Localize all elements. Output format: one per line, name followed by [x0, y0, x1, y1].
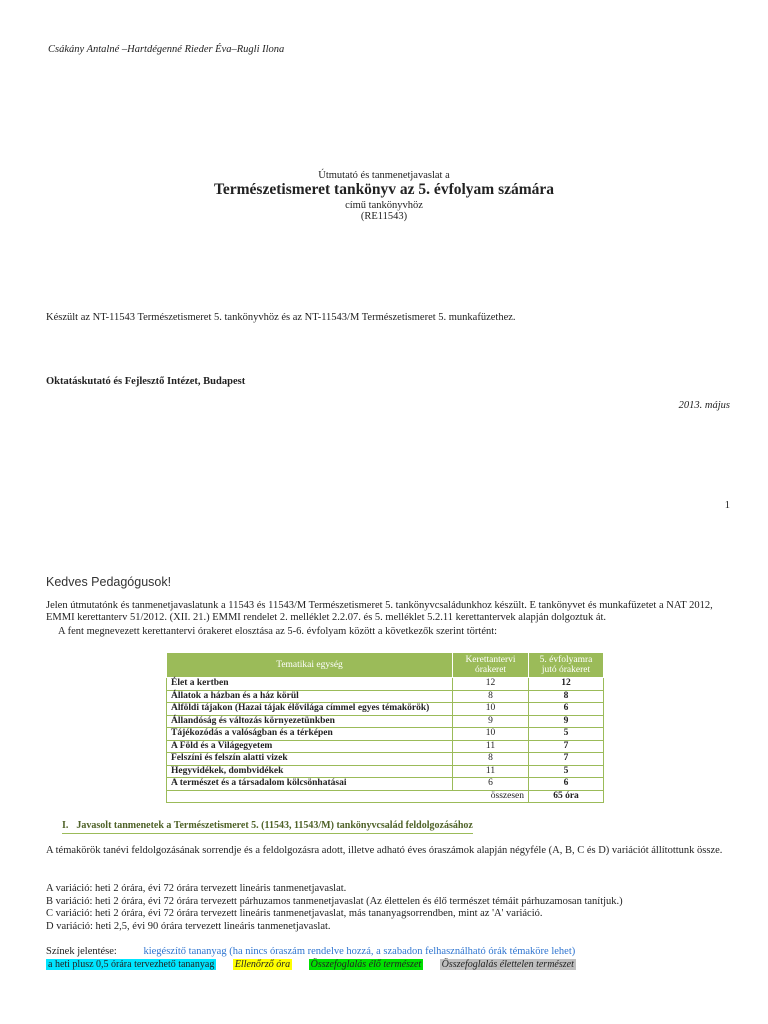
table-row	[167, 715, 604, 728]
header-topic: Tematikai egység	[167, 653, 453, 678]
page-number: 1	[724, 500, 730, 511]
topic-cell: A természet és a társadalom kölcsönhatásai	[167, 778, 453, 791]
made-for-statement: Készült az NT-11543 Természetismeret 5. tankönyvhöz és az NT-11543/M Természetismeret 5. munkafüzethez.	[46, 312, 516, 323]
grade5-hours-cell: 9	[529, 715, 604, 728]
legend-check: Ellenőrző óra	[234, 959, 291, 970]
topic-cell: Állatok a házban és a ház körül	[167, 690, 453, 703]
table-row	[167, 753, 604, 766]
intro-paragraph: Jelen útmutatónk és tanmenetjavaslatunk a 11543 és 11543/M Természetismeret 5. tankönyvcsaládunkhoz készült. E tankönyvet és munkafüzetet a NAT 2012, EMMI kerettanterv 51/2012. (XII. 21.) EMMI rendelet 2. melléklet 2.2.07. és 5. melléklet 5.2.11 kerettantervek alapján dolgoztuk át.	[46, 600, 713, 623]
topic-cell: A Föld és a Világegyetem	[167, 740, 453, 753]
table-row	[167, 690, 604, 703]
authors-line: Csákány Antalné –Hartdégenné Rieder Éva–Rugli Ilona	[48, 44, 285, 55]
topic-cell: Felszíni és felszín alatti vizek	[167, 753, 453, 766]
table-header-row	[167, 653, 604, 678]
document-code: (RE11543)	[360, 211, 408, 222]
greeting: Kedves Pedagógusok!	[46, 575, 172, 589]
framework-hours-cell: 10	[453, 728, 529, 741]
subtitle-guide: Útmutató és tanmenetjavaslat a	[318, 170, 450, 181]
grade5-hours-cell: 7	[529, 753, 604, 766]
document-title: Természetismeret tankönyv az 5. évfolyam számára	[213, 181, 555, 198]
grade5-hours-cell: 6	[529, 778, 604, 791]
grade5-hours-cell: 12	[529, 678, 604, 691]
table-row	[167, 778, 604, 791]
table-row	[167, 740, 604, 753]
variant-b: B variáció: heti 2 órára, évi 72 órára tervezett párhuzamos tanmenetjavaslat (Az élettelen és élő természet témáit párhuzamosan tanítjuk.)	[46, 895, 623, 907]
table-row	[167, 703, 604, 716]
framework-hours-cell: 10	[453, 703, 529, 716]
legend-summary-nonliving: Összefoglalás élettelen természet	[441, 959, 574, 970]
distribution-paragraph: A fent megnevezett kerettantervi órakeret elosztása az 5-6. évfolyam között a következők szerint történt:	[58, 626, 498, 637]
variant-c: C variáció: heti 2 órára, évi 72 órára tervezett lineáris tanmenetjavaslat, más tananyagsorrendben, mint az 'A' variáció.	[46, 908, 543, 919]
grade5-hours-cell: 6	[529, 703, 604, 716]
sum-value: 65 óra	[529, 790, 604, 803]
topic-cell: Élet a kertben	[167, 678, 453, 691]
subtitle-textbook: című tankönyvhöz	[345, 200, 423, 211]
section-heading	[62, 820, 473, 834]
sum-label: összesen	[167, 790, 529, 803]
grade5-hours-cell: 5	[529, 728, 604, 741]
grade5-hours-cell: 8	[529, 690, 604, 703]
variant-d: D variáció: heti 2,5, évi 90 órára tervezett lineáris tanmenetjavaslat.	[46, 920, 331, 932]
grade5-hours-cell: 7	[529, 740, 604, 753]
variants-intro-paragraph: A témakörök tanévi feldolgozásának sorrendje és a feldolgozásra adott, illetve adható éves óraszámok alapján négyféle (A, B, C és D) variációt állítottunk össze.	[46, 845, 723, 856]
legend-supplementary: kiegészítő tananyag (ha nincs óraszám rendelve hozzá, a szabadon felhasználható órák témaköre lehet)	[143, 946, 576, 957]
publication-date: 2013. május	[678, 400, 730, 411]
framework-hours-cell: 11	[453, 740, 529, 753]
publisher: Oktatáskutató és Fejlesztő Intézet, Budapest	[46, 376, 246, 387]
framework-hours-cell: 9	[453, 715, 529, 728]
legend-summary-living: Összefoglalás élő természet	[310, 959, 422, 970]
table-row	[167, 765, 604, 778]
framework-hours-cell: 6	[453, 778, 529, 791]
legend-plus-hours: a heti plusz 0,5 órára tervezhető tananyag	[48, 959, 215, 970]
header-framework-hours: Kerettantervi órakeret	[453, 653, 529, 678]
framework-hours-cell: 11	[453, 765, 529, 778]
topic-cell: Állandóság és változás környezetünkben	[167, 715, 453, 728]
variants-list	[46, 883, 623, 933]
table-row	[167, 728, 604, 741]
framework-hours-cell: 12	[453, 678, 529, 691]
hours-table	[166, 652, 604, 803]
color-legend-tags	[46, 959, 590, 970]
header-grade5-hours: 5. évfolyamra jutó órakeret	[529, 653, 604, 678]
variant-a: A variáció: heti 2 órára, évi 72 órára tervezett lineáris tanmenetjavaslat.	[46, 883, 347, 894]
table-sum-row	[167, 790, 604, 803]
grade5-hours-cell: 5	[529, 765, 604, 778]
section-number: I.	[62, 820, 69, 831]
legend-label: Színek jelentése:	[46, 946, 117, 957]
topic-cell: Hegyvidékek, dombvidékek	[167, 765, 453, 778]
color-legend-row	[46, 946, 575, 957]
topic-cell: Tájékozódás a valóságban és a térképen	[167, 728, 453, 741]
table-row	[167, 678, 604, 691]
framework-hours-cell: 8	[453, 690, 529, 703]
topic-cell: Alföldi tájakon (Hazai tájak élővilága címmel egyes témakörök)	[167, 703, 453, 716]
section-title: Javasolt tanmenetek a Természetismeret 5. (11543, 11543/M) tankönyvcsalád feldolgozásához	[76, 820, 473, 831]
framework-hours-cell: 8	[453, 753, 529, 766]
